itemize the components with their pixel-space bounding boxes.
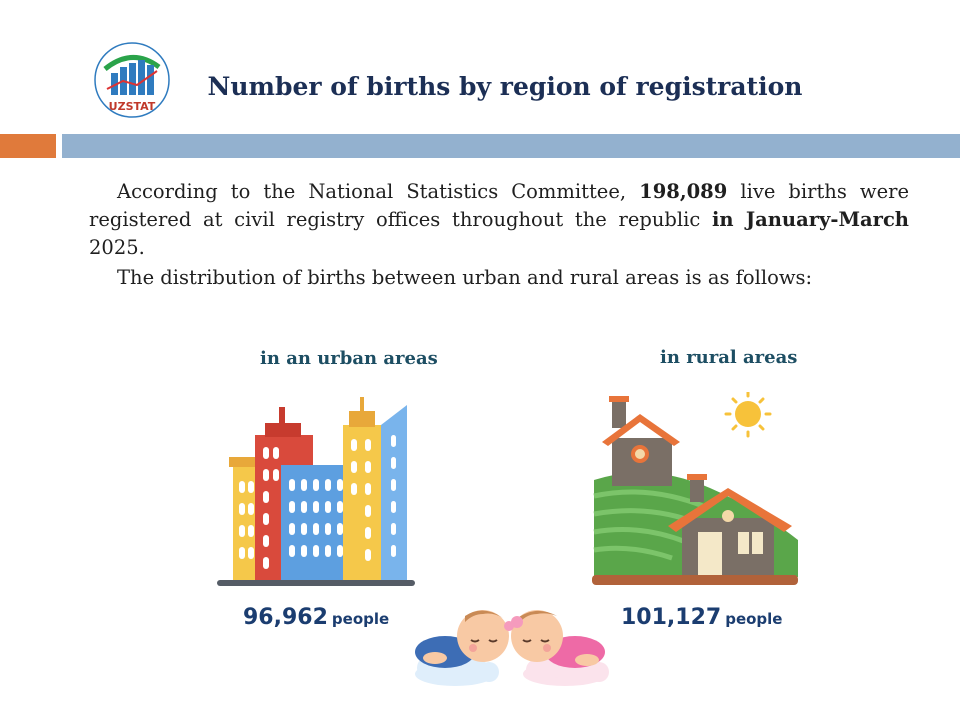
rural-houses-icon [590, 392, 802, 590]
city-buildings-icon [215, 395, 420, 590]
intro-part2: live births were registered at civil registry offices throughout the republic [89, 180, 909, 231]
rural-count [621, 605, 782, 630]
urban-label: in an urban areas [260, 348, 438, 369]
rural-count-unit: people [725, 610, 783, 628]
sleeping-babies-icon [405, 600, 615, 692]
intro-part3: 2025. [89, 236, 145, 259]
distribution-paragraph: The distribution of births between urban and rural areas is as follows: [117, 266, 813, 289]
total-births: 198,089 [639, 180, 728, 203]
rural-count-number: 101,127 [621, 605, 722, 630]
logo-text: UZSTAT [108, 100, 156, 113]
period: in January-March [712, 208, 909, 231]
accent-bar-blue [62, 134, 960, 158]
urban-count-unit: people [331, 610, 390, 628]
intro-paragraph [89, 178, 909, 262]
urban-count-number: 96,962 [243, 605, 328, 630]
intro-part1: According to the National Statistics Committee, [117, 180, 640, 203]
uzstat-logo [93, 41, 171, 119]
page-title: Number of births by region of registration [207, 72, 803, 101]
rural-label: in rural areas [660, 347, 798, 368]
urban-count [243, 605, 389, 630]
accent-bar-orange [0, 134, 56, 158]
